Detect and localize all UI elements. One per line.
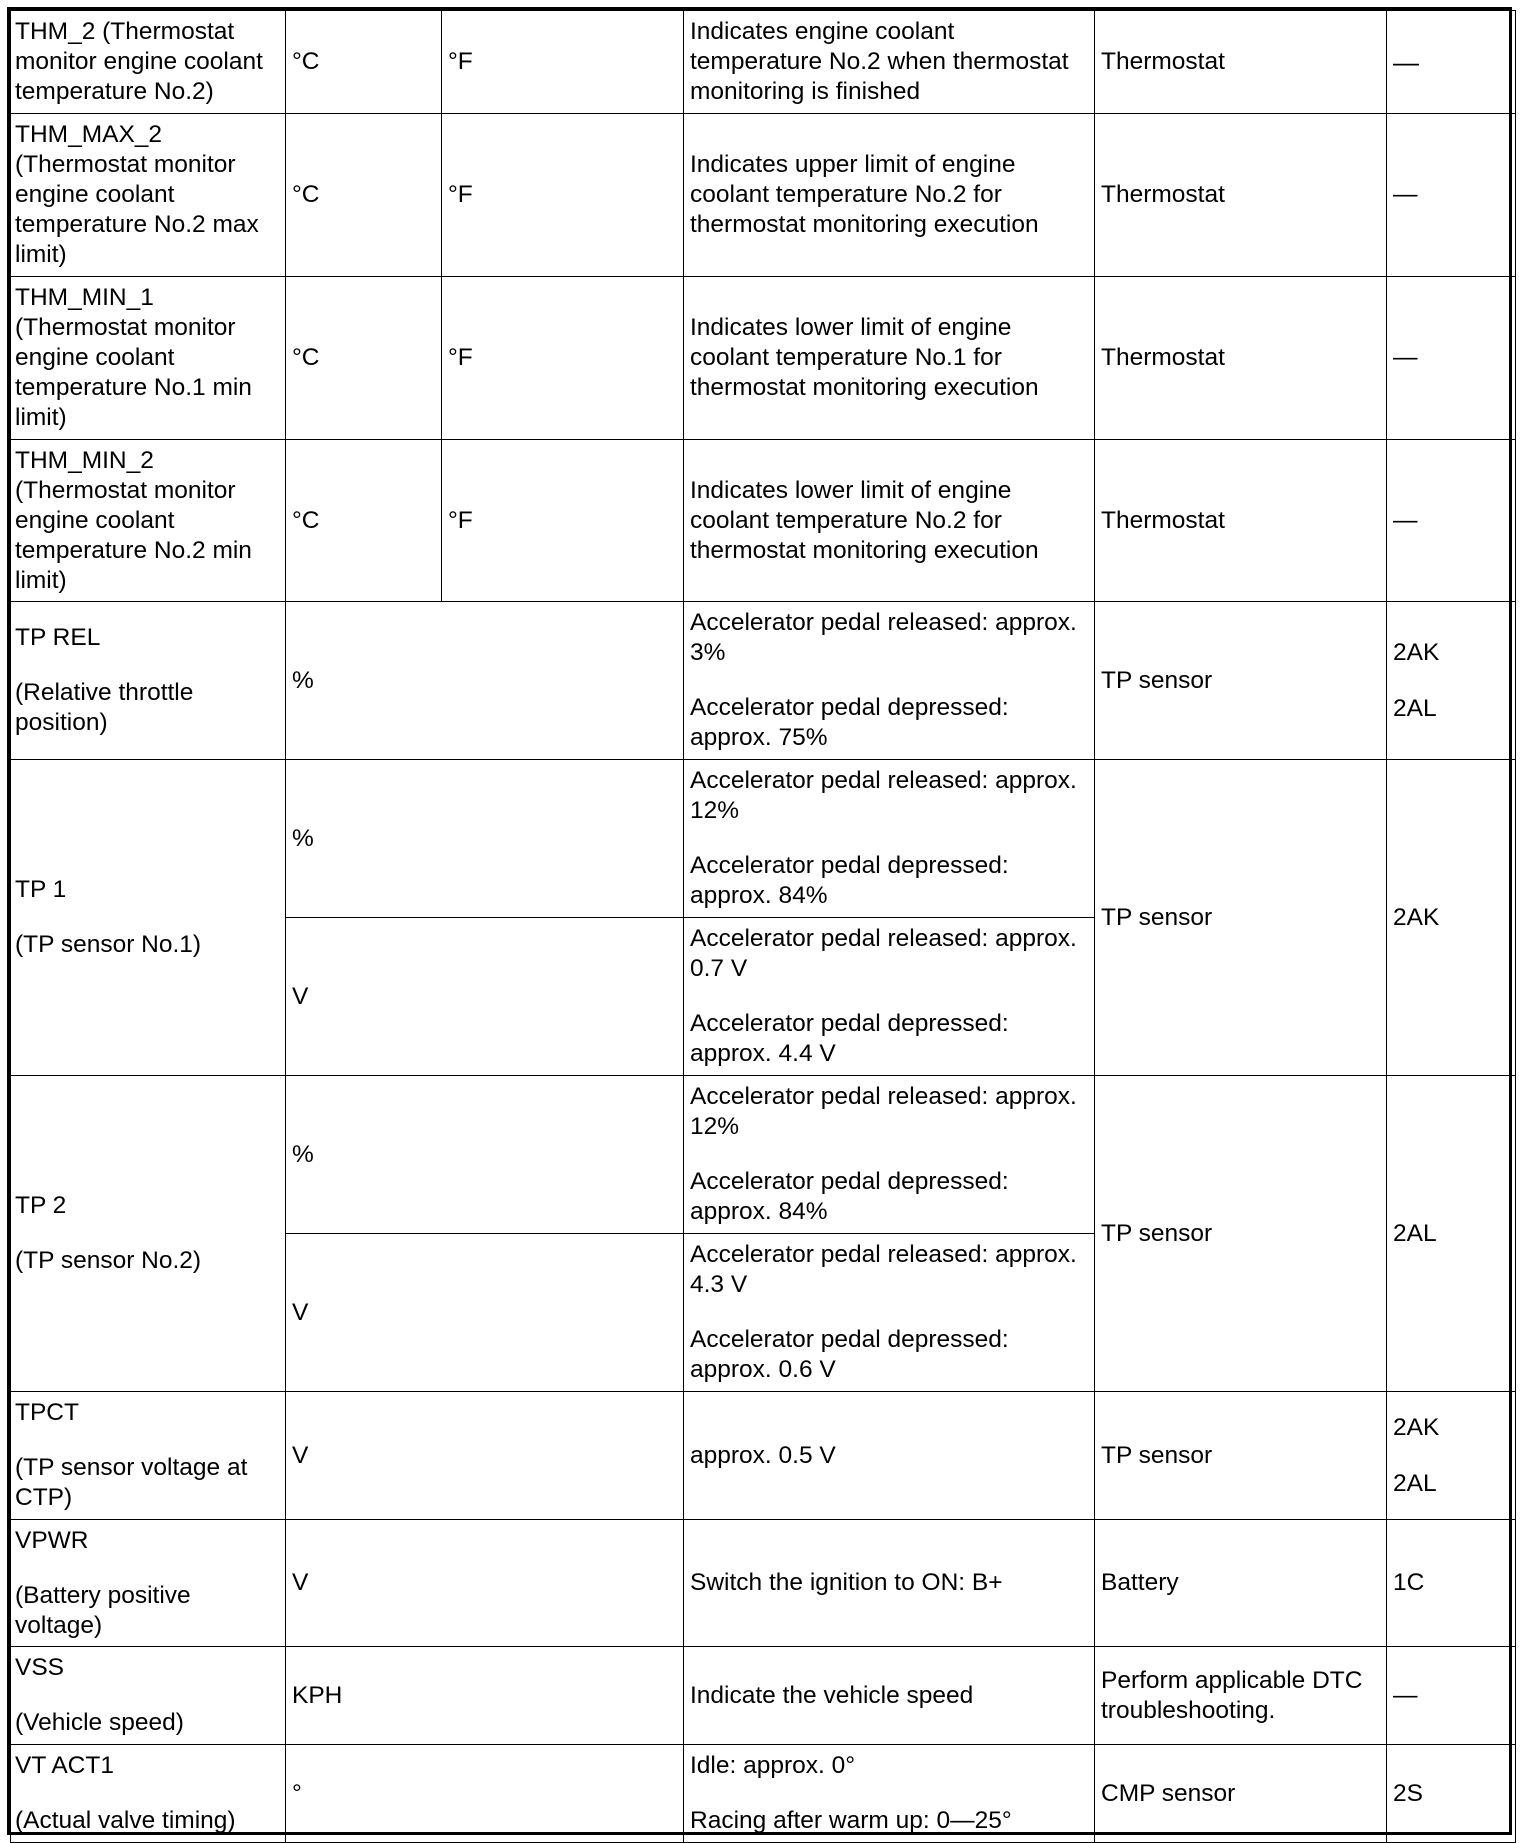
unit-cell: KPH: [286, 1647, 684, 1745]
condition-cell: [684, 1076, 1095, 1234]
component-cell: TP sensor: [1095, 1076, 1387, 1392]
condition-text: Accelerator pedal depressed: approx. 4.4 V: [690, 1010, 1009, 1067]
terminal-text: 2AL: [1393, 694, 1437, 722]
pid-name-cell: [11, 602, 286, 760]
pid-name-cell: THM_2 (Thermostat monitor engine coolant temperature No.2): [11, 11, 286, 114]
pid-name-cell: [11, 760, 286, 1076]
pid-name-cell: [11, 1076, 286, 1392]
pid-name-cell: THM_MAX_2 (Thermostat monitor engine coolant temperature No.2 max limit): [11, 114, 286, 277]
unit-metric-cell: °C: [286, 440, 442, 602]
table-row: [11, 1647, 1516, 1745]
condition-cell: Indicates upper limit of engine coolant temperature No.2 for thermostat monitoring execution: [684, 114, 1095, 277]
condition-text: Accelerator pedal depressed: approx. 75%: [690, 694, 1009, 751]
unit-cell: °: [286, 1745, 684, 1843]
unit-metric-cell: °C: [286, 11, 442, 114]
pid-name-cell: THM_MIN_2 (Thermostat monitor engine coolant temperature No.2 min limit): [11, 440, 286, 602]
table-row: [11, 1745, 1516, 1843]
pid-name: VSS: [15, 1654, 65, 1681]
pid-name-cell: THM_MIN_1 (Thermostat monitor engine coolant temperature No.1 min limit): [11, 277, 286, 440]
pid-name-cell: [11, 1392, 286, 1520]
table-row: [11, 11, 1516, 114]
terminal-cell: —: [1387, 114, 1516, 277]
pid-description: (Battery positive voltage): [15, 1581, 191, 1639]
pid-description: (TP sensor No.1): [15, 931, 202, 958]
table-row: [11, 1392, 1516, 1520]
component-cell: Thermostat: [1095, 114, 1387, 277]
pid-name: VT ACT1: [15, 1752, 114, 1779]
terminal-cell: 2AL: [1387, 1076, 1516, 1392]
terminal-cell: —: [1387, 277, 1516, 440]
unit-cell: V: [286, 918, 684, 1076]
component-cell: Thermostat: [1095, 11, 1387, 114]
terminal-text: 2AK: [1393, 1413, 1440, 1441]
unit-imperial-cell: °F: [442, 11, 684, 114]
terminal-cell: 2S: [1387, 1745, 1516, 1843]
unit-metric-cell: °C: [286, 114, 442, 277]
condition-cell: Indicates engine coolant temperature No.2 when thermostat monitoring is finished: [684, 11, 1095, 114]
condition-cell: Indicates lower limit of engine coolant temperature No.2 for thermostat monitoring execution: [684, 440, 1095, 602]
condition-cell: [684, 602, 1095, 760]
component-cell: Thermostat: [1095, 277, 1387, 440]
condition-cell: Indicates lower limit of engine coolant temperature No.1 for thermostat monitoring execution: [684, 277, 1095, 440]
condition-text: Accelerator pedal released: approx. 12%: [690, 767, 1077, 824]
pid-monitor-table-page: [7, 7, 1512, 1835]
unit-imperial-cell: °F: [442, 277, 684, 440]
table-row: [11, 1076, 1516, 1234]
condition-text: Accelerator pedal depressed: approx. 0.6 V: [690, 1326, 1009, 1383]
pid-description: (Actual valve timing): [15, 1807, 236, 1834]
terminal-cell: 2AK: [1387, 760, 1516, 1076]
component-cell: TP sensor: [1095, 1392, 1387, 1520]
condition-cell: [684, 1745, 1095, 1843]
condition-text: Accelerator pedal released: approx. 3%: [690, 609, 1077, 666]
pid-description: (TP sensor No.2): [15, 1247, 202, 1274]
condition-text: Accelerator pedal released: approx. 12%: [690, 1083, 1077, 1140]
table-row: [11, 602, 1516, 760]
terminal-cell: 1C: [1387, 1520, 1516, 1647]
component-cell: TP sensor: [1095, 760, 1387, 1076]
condition-cell: [684, 760, 1095, 918]
condition-cell: [684, 918, 1095, 1076]
table-row: [11, 760, 1516, 918]
unit-cell: %: [286, 602, 684, 760]
unit-metric-cell: °C: [286, 277, 442, 440]
unit-cell: %: [286, 760, 684, 918]
condition-text: Accelerator pedal released: approx. 0.7 V: [690, 925, 1077, 982]
condition-text: Accelerator pedal depressed: approx. 84%: [690, 1168, 1009, 1225]
condition-text: Racing after warm up: 0—25°: [690, 1807, 1012, 1834]
terminal-cell: —: [1387, 1647, 1516, 1745]
terminal-text: 2AL: [1393, 1469, 1437, 1497]
condition-cell: Switch the ignition to ON: B+: [684, 1520, 1095, 1647]
table-row: [11, 114, 1516, 277]
unit-cell: V: [286, 1392, 684, 1520]
unit-imperial-cell: °F: [442, 440, 684, 602]
component-cell: Thermostat: [1095, 440, 1387, 602]
pid-name: TP 2: [15, 1192, 67, 1219]
component-cell: Perform applicable DTC troubleshooting.: [1095, 1647, 1387, 1745]
unit-cell: %: [286, 1076, 684, 1234]
pid-name-cell: [11, 1647, 286, 1745]
terminal-cell: [1387, 602, 1516, 760]
pid-name: VPWR: [15, 1526, 89, 1554]
component-cell: CMP sensor: [1095, 1745, 1387, 1843]
table-row: [11, 277, 1516, 440]
component-cell: TP sensor: [1095, 602, 1387, 760]
condition-text: Accelerator pedal released: approx. 4.3 V: [690, 1241, 1077, 1298]
unit-cell: V: [286, 1520, 684, 1647]
condition-cell: approx. 0.5 V: [684, 1392, 1095, 1520]
unit-cell: V: [286, 1234, 684, 1392]
pid-monitor-table: [10, 10, 1516, 1843]
condition-text: Idle: approx. 0°: [690, 1752, 856, 1779]
pid-name: TP 1: [15, 876, 67, 903]
table-row: [11, 440, 1516, 602]
pid-name-cell: [11, 1745, 286, 1843]
pid-description: (Vehicle speed): [15, 1709, 184, 1736]
unit-imperial-cell: °F: [442, 114, 684, 277]
pid-name-cell: [11, 1520, 286, 1647]
pid-name: TPCT: [15, 1399, 79, 1426]
condition-cell: Indicate the vehicle speed: [684, 1647, 1095, 1745]
terminal-cell: [1387, 1392, 1516, 1520]
pid-description: (TP sensor voltage at CTP): [15, 1454, 248, 1511]
condition-cell: [684, 1234, 1095, 1392]
terminal-cell: —: [1387, 11, 1516, 114]
terminal-text: 2AK: [1393, 638, 1440, 666]
terminal-cell: —: [1387, 440, 1516, 602]
condition-text: Accelerator pedal depressed: approx. 84%: [690, 852, 1009, 909]
component-cell: Battery: [1095, 1520, 1387, 1647]
table-row: [11, 1520, 1516, 1647]
pid-name: TP REL: [15, 624, 101, 651]
pid-description: (Relative throttle position): [15, 679, 194, 736]
